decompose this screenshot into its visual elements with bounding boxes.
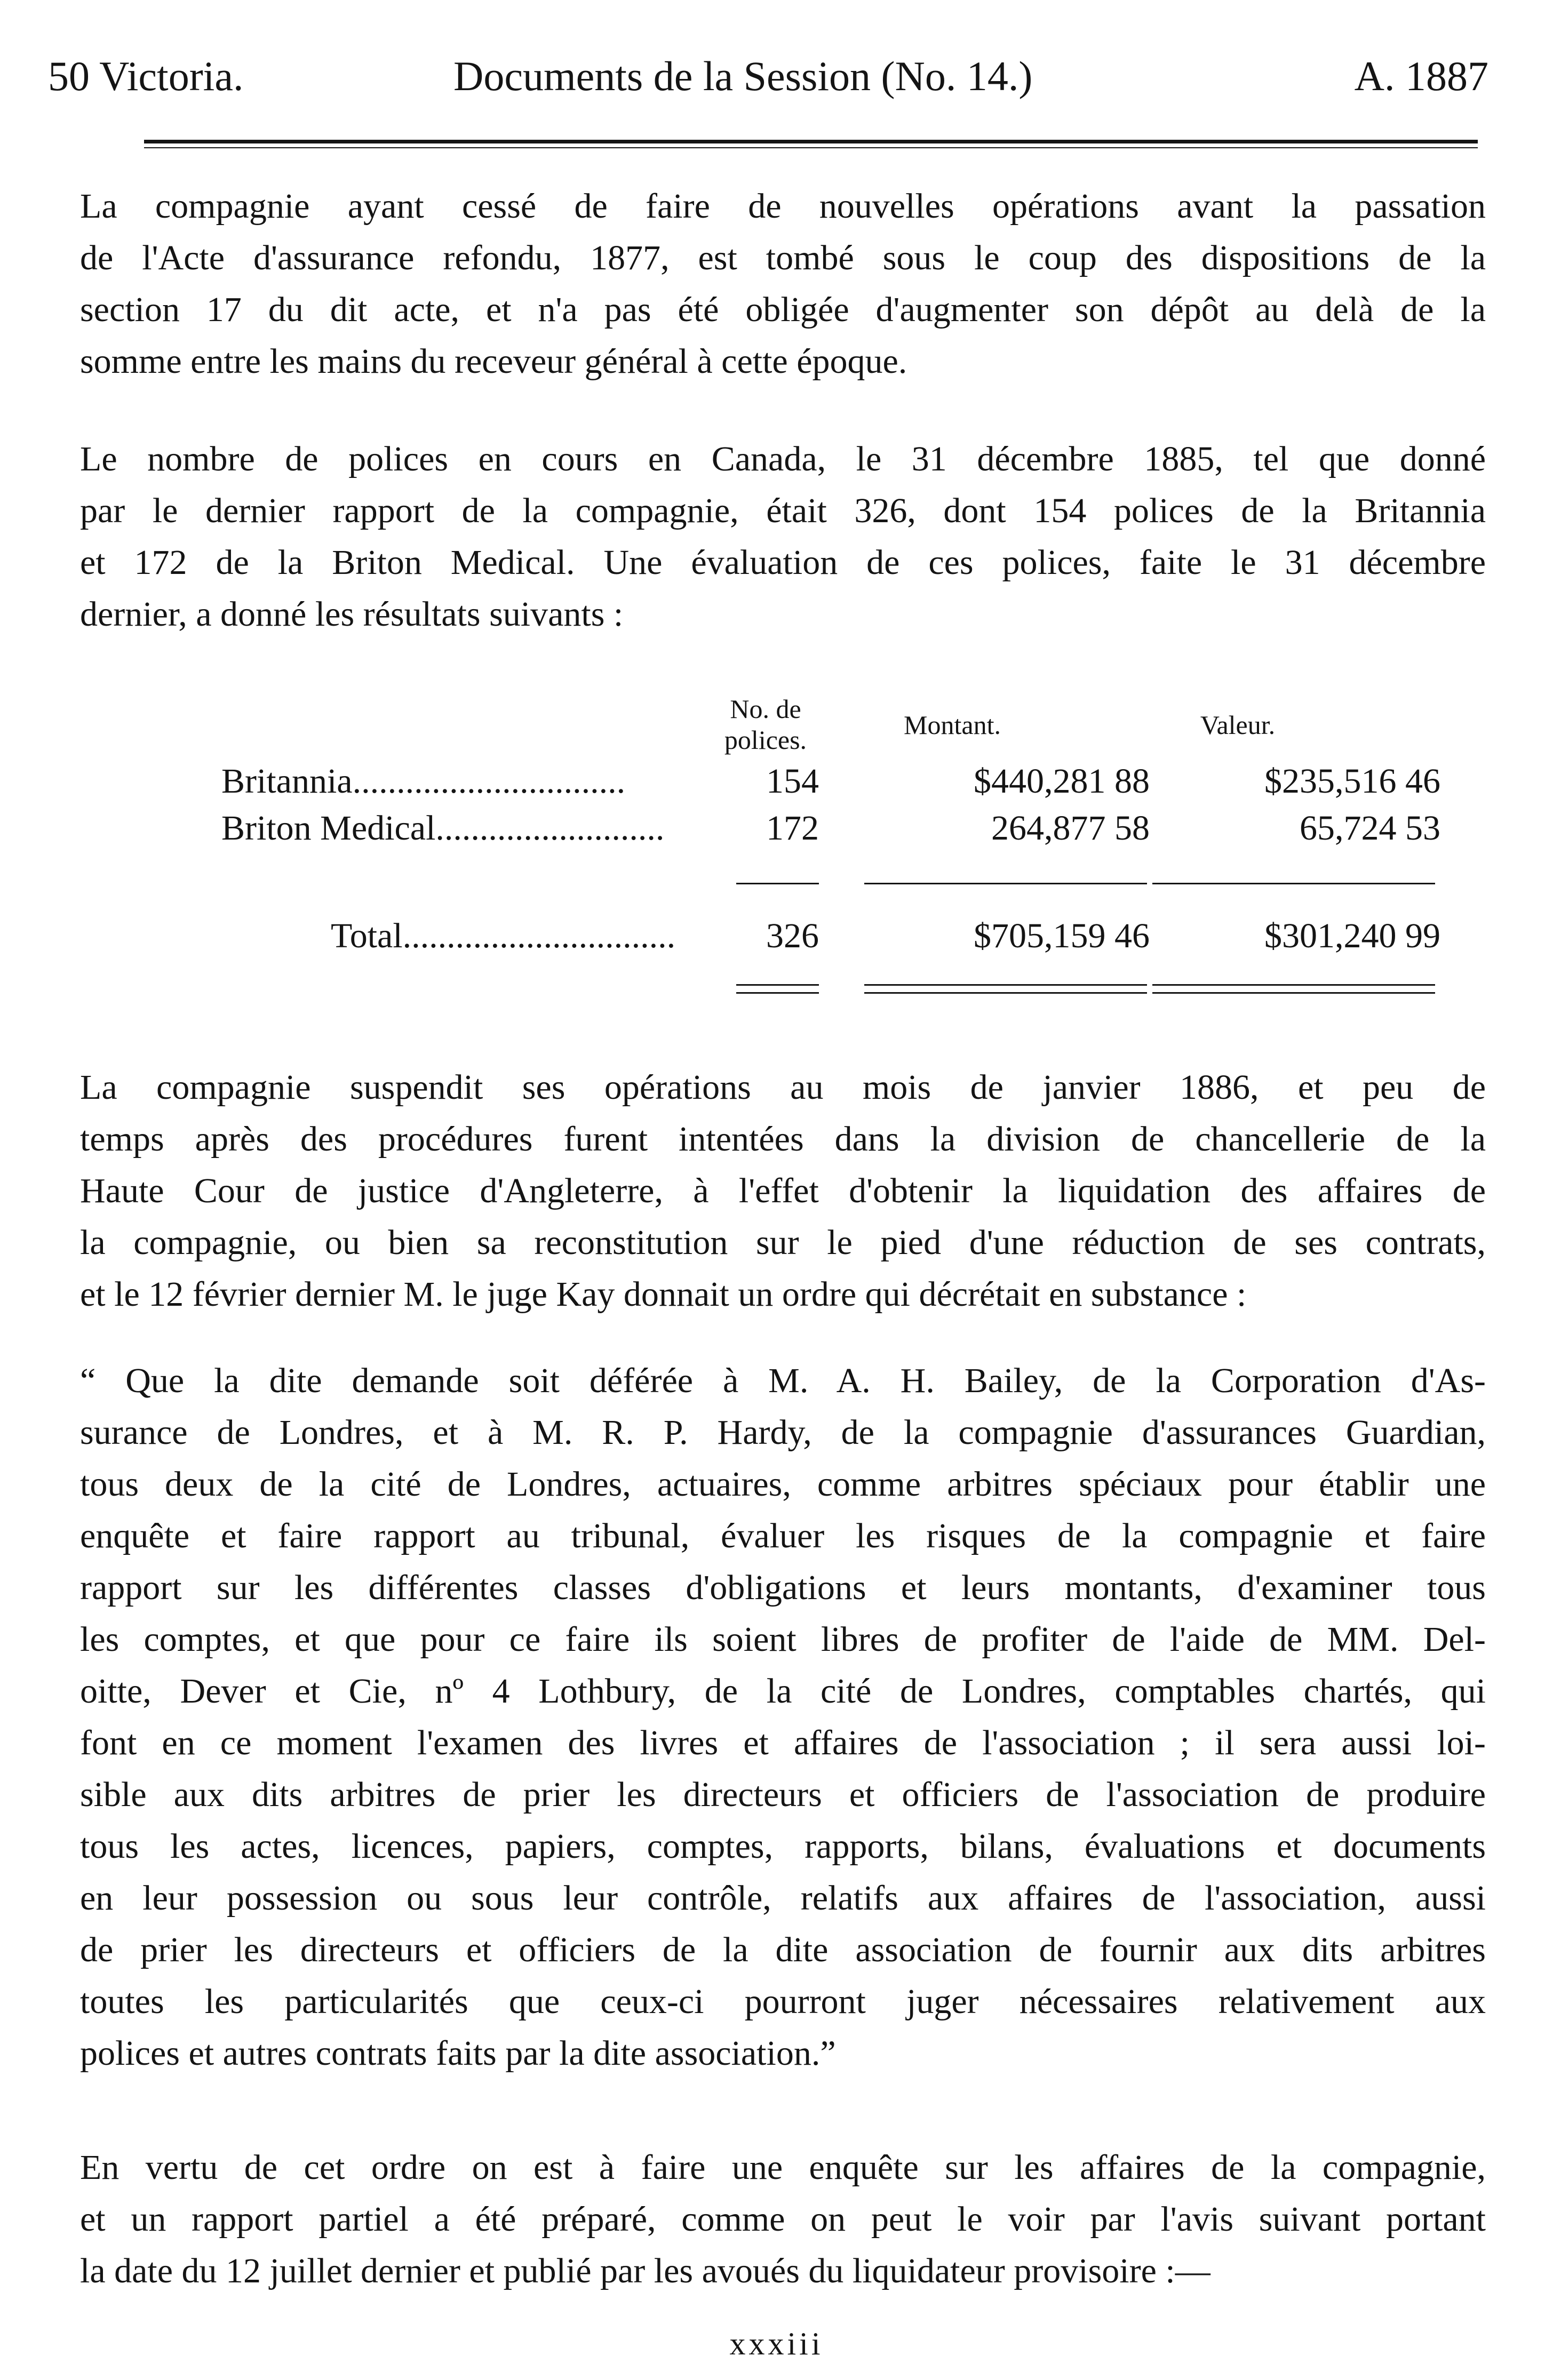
text-line: En vertu de cet ordre on est à faire une enquête sur les affaires de la compagnie, [80, 2148, 1486, 2187]
table-total-row [80, 912, 1440, 960]
text-line: temps après des procédures furent intentées dans la division de chancellerie de la [80, 1120, 1486, 1159]
text-line: de prier les directeurs et officiers de la dite association de fournir aux dits arbitres [80, 1930, 1486, 1969]
paragraph-court-order-quote [80, 1355, 1486, 2079]
header-rule [144, 140, 1478, 143]
text-line: de l'Acte d'assurance refondu, 1877, est tombé sous le coup des dispositions de la [80, 238, 1486, 277]
page-number: xxxiii [729, 2326, 824, 2361]
table-row [80, 804, 1440, 852]
text-line: section 17 du dit acte, et n'a pas été obligée d'augmenter son dépôt au delà de la [80, 290, 1486, 329]
subtotal-rule-policies [736, 883, 819, 884]
text-line: et 172 de la Briton Medical. Une évaluation de ces polices, faite le 31 décembre [80, 543, 1486, 582]
row-policies: 172 [766, 809, 819, 848]
text-line: sible aux dits arbitres de prier les directeurs et officiers de l'association de produire [80, 1775, 1486, 1814]
valuation-table [80, 693, 1440, 1008]
column-header-value: Valeur. [1200, 710, 1276, 740]
total-policies: 326 [766, 916, 819, 955]
header-document-title: Documents de la Session (No. 14.) [453, 53, 1033, 99]
text-line: enquête et faire rapport au tribunal, évaluer les risques de la compagnie et faire [80, 1516, 1486, 1555]
subtotal-rule-value [1152, 883, 1435, 884]
text-line: tous deux de la cité de Londres, actuaires, comme arbitres spéciaux pour établir une [80, 1465, 1486, 1504]
text-line: les comptes, et que pour ce faire ils soient libres de profiter de l'aide de MM. Del- [80, 1620, 1486, 1659]
header-year: A. 1887 [1354, 53, 1488, 99]
paragraph-policies-count [80, 433, 1486, 640]
total-double-rule-policies [736, 984, 819, 994]
column-header-policies: No. de polices. [724, 694, 807, 755]
text-line: Le nombre de polices en cours en Canada, le 31 décembre 1885, tel que donné [80, 440, 1486, 478]
row-company-name: Briton Medical.......................... [221, 809, 665, 848]
text-line: La compagnie suspendit ses opérations au mois de janvier 1886, et peu de [80, 1068, 1486, 1107]
header-session-year: 50 Victoria. [48, 53, 244, 99]
text-line: la compagnie, ou bien sa reconstitution sur le pied d'une réduction de ses contrats, [80, 1223, 1486, 1262]
column-header-amount: Montant. [904, 710, 1001, 740]
paragraph-inquiry [80, 2142, 1486, 2297]
row-policies: 154 [766, 762, 819, 801]
text-line: et le 12 février dernier M. le juge Kay donnait un ordre qui décrétait en substance : [80, 1275, 1247, 1314]
total-label: Total............................... [331, 916, 676, 955]
text-line: font en ce moment l'examen des livres et affaires de l'association ; il sera aussi loi- [80, 1723, 1486, 1762]
text-line: par le dernier rapport de la compagnie, était 326, dont 154 polices de la Britannia [80, 491, 1486, 530]
table-row [80, 757, 1440, 805]
text-line: et un rapport partiel a été préparé, comme on peut le voir par l'avis suivant portant [80, 2200, 1486, 2239]
total-amount: $705,159 46 [974, 916, 1150, 955]
text-line: polices et autres contrats faits par la dite association.” [80, 2034, 836, 2073]
text-line: dernier, a donné les résultats suivants : [80, 595, 624, 634]
text-line: somme entre les mains du receveur général à cette époque. [80, 342, 907, 381]
text-line: La compagnie ayant cessé de faire de nouvelles opérations avant la passation [80, 187, 1486, 226]
text-line: toutes les particularités que ceux-ci pourront juger nécessaires relativement aux [80, 1982, 1486, 2021]
text-line: la date du 12 juillet dernier et publié par les avoués du liquidateur provisoire :— [80, 2251, 1210, 2290]
total-double-rule-value [1152, 984, 1435, 994]
header-rule-thin [144, 147, 1478, 148]
text-line: tous les actes, licences, papiers, comptes, rapports, bilans, évaluations et documents [80, 1827, 1486, 1866]
text-line: “ Que la dite demande soit déférée à M. A. H. Bailey, de la Corporation d'As- [80, 1361, 1486, 1400]
total-value: $301,240 99 [1264, 916, 1440, 955]
text-line: Haute Cour de justice d'Angleterre, à l'effet d'obtenir la liquidation des affaires de [80, 1171, 1486, 1210]
paragraph-suspension [80, 1061, 1486, 1320]
subtotal-rule-amount [864, 883, 1147, 884]
row-value: 65,724 53 [1300, 809, 1440, 848]
row-company-name: Britannia............................... [221, 762, 626, 801]
total-double-rule-amount [864, 984, 1147, 994]
text-line: en leur possession ou sous leur contrôle, relatifs aux affaires de l'association, aussi [80, 1879, 1486, 1918]
row-value: $235,516 46 [1264, 762, 1440, 801]
running-header [48, 47, 1488, 106]
text-line: surance de Londres, et à M. R. P. Hardy, de la compagnie d'assurances Guardian, [80, 1413, 1486, 1452]
text-line: rapport sur les différentes classes d'obligations et leurs montants, d'examiner tous [80, 1568, 1486, 1607]
row-amount: 264,877 58 [991, 809, 1150, 848]
row-amount: $440,281 88 [974, 762, 1150, 801]
paragraph-company-status [80, 180, 1486, 387]
text-line: oitte, Dever et Cie, nº 4 Lothbury, de la cité de Londres, comptables chartés, qui [80, 1672, 1486, 1711]
